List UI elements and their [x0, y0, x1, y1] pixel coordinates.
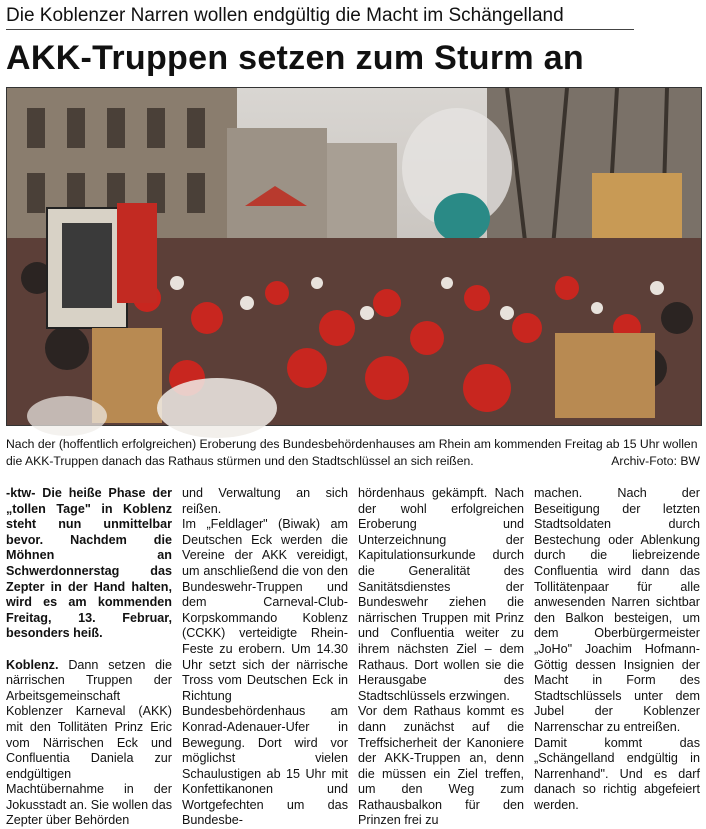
column-3-paragraph-1: hördenhaus gekämpft. Nach der wohl erfolgreichen Eroberung und Unterzeichnung der Kapitulationsurkunde durch die Generalität des Sanitätsdienstes der Bundeswehr ziehen die närrischen Truppen mit Prinz und Confluentia weiter zu ihrem nächsten Ziel – dem Rathaus. Dort wollen sie die Herausgabe des Stadtschlüssels erzwingen. [358, 486, 524, 703]
column-2 [182, 486, 348, 828]
article-photo [6, 87, 702, 426]
article-body [6, 486, 700, 828]
column-1 [6, 486, 172, 828]
photo-caption [6, 436, 700, 470]
column-4-paragraph-2: Damit kommt das „Schängelland endgültig in Narrenhand". Und es darf danach so richtig abgefeiert werden. [534, 735, 700, 812]
column-2-paragraph-1: und Verwaltung an sich reißen. [182, 486, 348, 516]
article-headline: AKK-Truppen setzen zum Sturm an [6, 39, 584, 77]
column-3-paragraph-2: Vor dem Rathaus kommt es dann zunächst auf die Treffsicherheit der Kanoniere der AKK-Truppen an, denn die müssen ein Ziel treffen, um den Weg zum Rathausbalkon für den Prinzen frei zu [358, 704, 524, 828]
column-3 [358, 486, 524, 828]
column-2-paragraph-2: Im „Feldlager" (Biwak) am Deutschen Eck werden die Vereine der AKK vereidigt, um anschließend die von den Bundeswehr-Truppen und dem Carneval-Club-Korpskommando Koblenz (CCKK) verteidigte Rhein-Feste zu erobern. Um 14.30 Uhr setzt sich der närrische Tross vom Deutschen Eck in Richtung Bundesbehördenhaus am Konrad-Adenauer-Ufer in Bewegung. Dort wird vor möglichst vielen Schaulustigen ab 15 Uhr mit Konfettikanonen und Wortgefechten um das Bundesbe- [182, 517, 348, 828]
column-4-paragraph-1: machen. Nach der Beseitigung der letzten Stadtsoldaten durch Bestechung oder Ablenkung durch die liebreizende Confluentia wird dann das Tollitätenpaar für alle anwesenden Narren sichtbar den Balkon besteigen, um dem Oberbürgermeister „JoHo" Joachim Hofmann-Göttig dessen Insignien der Macht in Form des Stadtschlüssels unter dem Jubel der Koblenzer Narrenschar zu entreißen. [534, 486, 700, 734]
column-1-text: Dann setzen die närrischen Truppen der Arbeitsgemeinschaft Koblenzer Karneval (AKK) mit den Tollitäten Prinz Eric vom Närrischen Eck und Confluentia Daniela zur endgültigen Machtübernahme in der Jokusstadt an. Sie wollen das Zepter über Behörden [6, 657, 172, 828]
column-4 [534, 486, 700, 816]
caption-text: Nach der (hoffentlich erfolgreichen) Eroberung des Bundesbehördenhauses am Rhein am kommenden Freitag ab 15 Uhr wollen die AKK-Truppen danach das Rathaus stürmen und den Stadtschlüssel an sich reißen. [6, 437, 698, 468]
dateline: Koblenz. [6, 657, 59, 672]
column-1-paragraph [6, 658, 172, 829]
article-kicker: Die Koblenzer Narren wollen endgültig die Macht im Schängelland [6, 4, 634, 30]
photo-credit: Archiv-Foto: BW [611, 454, 700, 468]
article-lead: -ktw- Die heiße Phase der „tollen Tage" in Koblenz steht nun unmittelbar bevor. Nachdem die Möhnen an Schwerdonnerstag das Zepter in der Hand halten, wird es am kommenden Freitag, 13. Februar, besonders heiß. [6, 486, 172, 641]
